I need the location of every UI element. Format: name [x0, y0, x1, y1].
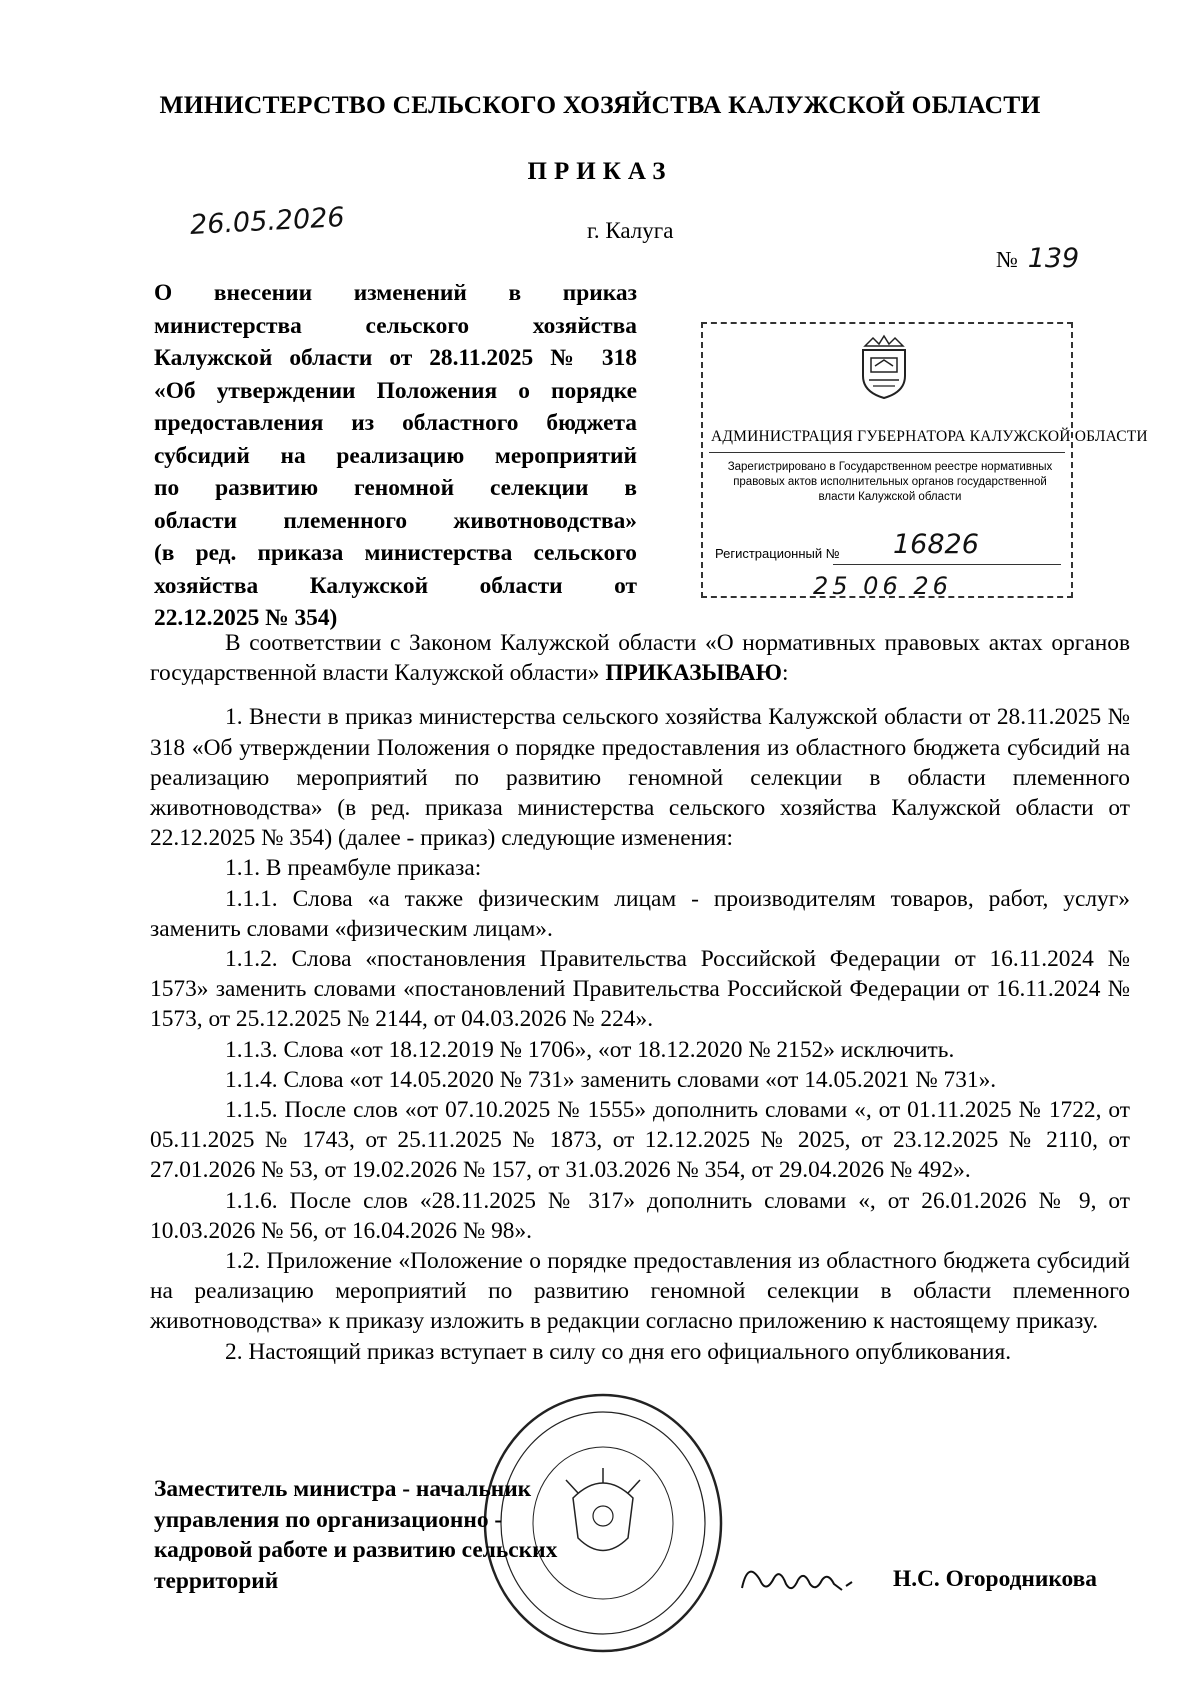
- subject-line: 22.12.2025 № 354): [154, 605, 338, 631]
- ministry-title: МИНИСТЕРСТВО СЕЛЬСКОГО ХОЗЯЙСТВА КАЛУЖСКОЙ ОБЛАСТИ: [159, 90, 1041, 119]
- position-line: Заместитель министра - начальник: [154, 1476, 532, 1502]
- stamp-agency: АДМИНИСТРАЦИЯ ГУБЕРНАТОРА КАЛУЖСКОЙ ОБЛАСТИ: [711, 428, 1148, 445]
- stamp-note: Зарегистрировано в Государственном реестре нормативных правовых актов исполнительных органов государственной власти Калужской области: [727, 461, 1053, 503]
- paragraph: 1.1.1. Слова «а также физическим лицам - производителям товаров, работ, услуг» заменить словами «физическим лицам».: [150, 885, 1130, 942]
- signer-position: [154, 1474, 654, 1596]
- paragraph: 1.1.4. Слова «от 14.05.2020 № 731» заменить словами «от 14.05.2021 № 731».: [225, 1066, 997, 1093]
- position-line: кадровой работе и развитию сельских: [154, 1537, 558, 1563]
- subject-line: О внесении изменений в приказ: [154, 280, 637, 306]
- subject-line: области племенного животноводства»: [154, 507, 637, 534]
- registration-stamp: [701, 322, 1148, 600]
- number-value: 139: [1027, 243, 1080, 274]
- subject-line: по развитию геномной селекции в: [154, 475, 637, 501]
- position-line: управления по организационно -: [154, 1506, 503, 1533]
- document-type: ПРИКАЗ: [527, 158, 673, 185]
- stamp-divider: [709, 452, 1065, 453]
- paragraph: 1.1.2. Слова «постановления Правительства Российской Федерации от 16.11.2024 № 1573» заменить словами «постановлений Правительства Российской Федерации от 16.11.2024 № 1573, от 25.12.2025 № 2144, от 04.03.2026 № 224».: [150, 946, 1130, 1033]
- order-city: г. Калуга: [587, 218, 674, 243]
- order-word: ПРИКАЗЫВАЮ: [605, 660, 782, 687]
- paragraph: 2. Настоящий приказ вступает в силу со дня его официального опубликования.: [225, 1338, 1012, 1365]
- position-line: территорий: [154, 1567, 279, 1594]
- order-subject: [154, 277, 637, 635]
- paragraph: 1.2. Приложение «Положение о порядке предоставления из областного бюджета субсидий на реализацию мероприятий по развитию геномной селекции в области племенного животноводства» к приказу изложить в редакции согласно приложению к настоящему приказу.: [150, 1248, 1130, 1335]
- order-date: 26.05.2026: [189, 201, 346, 242]
- order-number: [996, 243, 1079, 274]
- registration-underline: [833, 564, 1061, 565]
- subject-line: Калужской области от 28.11.2025 № 318: [154, 345, 637, 371]
- registration-number: 16826: [893, 529, 979, 560]
- preamble: В соответствии с Законом Калужской области «О нормативных правовых актах органов государственной власти Калужской области» ПРИКАЗЫВАЮ:: [150, 630, 1130, 687]
- subject-line: хозяйства Калужской области от: [154, 572, 637, 599]
- paragraph: 1. Внести в приказ министерства сельского хозяйства Калужской области от 28.11.2025 № 318 «Об утверждении Положения о порядке предоставления из областного бюджета субсидий на реализацию мероприятий по развитию геномной селекции в области племенного животноводства» (в ред. приказа министерства сельского хозяйства Калужской области от 22.12.2025 № 354) (далее - приказ) следующие изменения:: [150, 704, 1130, 852]
- paragraph: 1.1.3. Слова «от 18.12.2019 № 1706», «от 18.12.2020 № 2152» исключить.: [225, 1036, 955, 1063]
- number-label: №: [996, 247, 1018, 272]
- registration-date: 25 06 26: [813, 572, 952, 600]
- subject-line: министерства сельского хозяйства: [154, 312, 637, 339]
- coat-of-arms-icon: [855, 332, 913, 402]
- signature-icon: [738, 1550, 858, 1610]
- paragraph: 1.1.5. После слов «от 07.10.2025 № 1555» дополнить словами «, от 01.11.2025 № 1722, от 05.11.2025 № 1743, от 25.11.2025 № 1873, от 12.12.2025 № 2025, от 23.12.2025 № 2110, от 27.01.2026 № 53, от 19.02.2026 № 157, от 31.03.2026 № 354, от 29.04.2026 № 492».: [150, 1097, 1130, 1184]
- order-body: [150, 628, 1130, 1367]
- registration-label: Регистрационный №: [715, 546, 840, 561]
- subject-line: предоставления из областного бюджета: [154, 410, 637, 436]
- subject-line: (в ред. приказа министерства сельского: [154, 540, 637, 566]
- paragraph: 1.1.6. После слов «28.11.2025 № 317» дополнить словами «, от 26.01.2026 № 9, от 10.03.2026 № 56, от 16.04.2026 № 98».: [150, 1187, 1130, 1244]
- subject-line: субсидий на реализацию мероприятий: [154, 442, 637, 469]
- signer-name: Н.С. Огородникова: [893, 1566, 1097, 1592]
- subject-line: «Об утверждении Положения о порядке: [154, 377, 637, 404]
- paragraph: 1.1. В преамбуле приказа:: [225, 855, 482, 882]
